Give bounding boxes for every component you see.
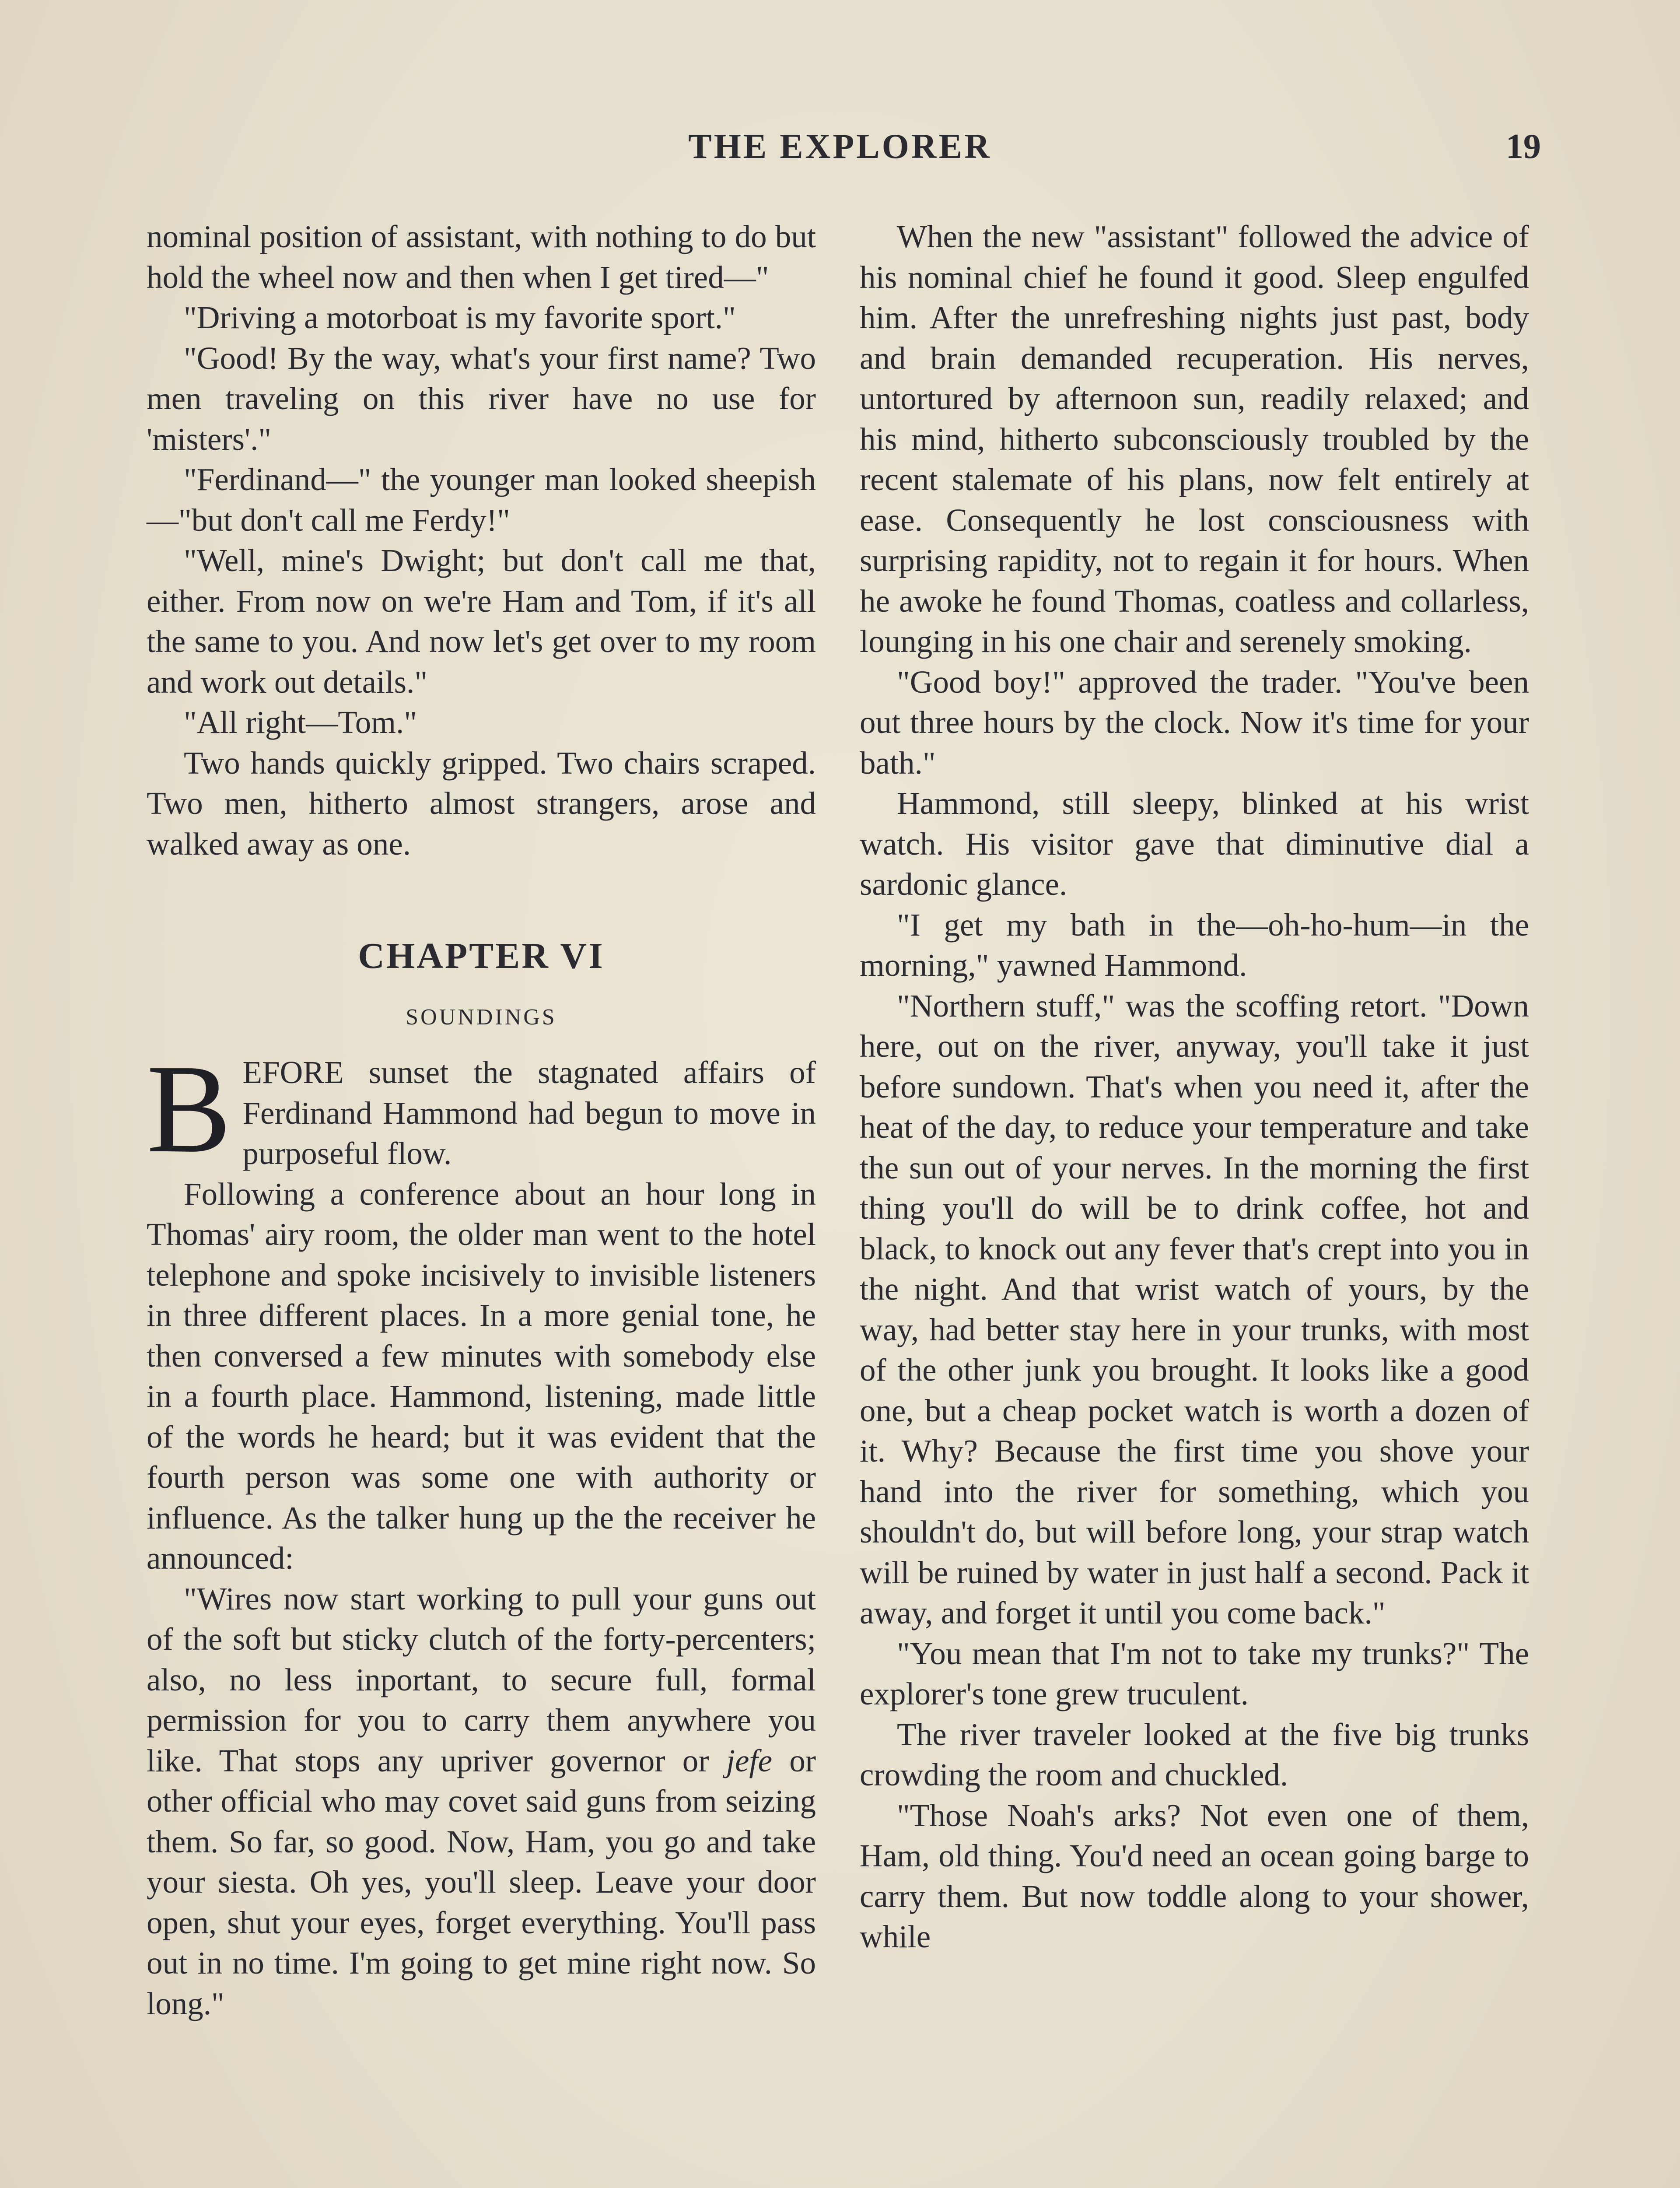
paragraph: "Northern stuff," was the scoffing retort. "Down here, out on the river, anyway, you'll take it just before sundown. That's when you need it, after the heat of the day, to reduce your temperature and take the sun out of your nerves. In the morning the first thing you'll do will be to drink coffee, hot and black, to knock out any fever that's crept into you in the night. And that wrist watch of yours, by the way, had better stay here in your trunks, with most of the other junk you brought. It looks like a good one, but a cheap pocket watch is worth a dozen of it. Why? Because the first time you shove your hand into the river for something, which you shouldn't do, but will before long, your strap watch will be ruined by water in just half a second. Pack it away, and forget it until you come back."	[860, 988, 1529, 1630]
chapter-title: CHAPTER VI	[358, 936, 605, 976]
opening-paragraph-text: EFORE sunset the stagnated affairs of Ferdinand Hammond had begun to move in purposeful flow.	[242, 1055, 816, 1171]
paragraph: Following a conference about an hour long in Thomas' airy room, the older man went to the hotel telephone and spoke incisively to invisible listeners in three different places. In a more genial tone, he then conversed a few minutes with somebody else in a fourth place. Hammond, listening, made little of the words he heard; but it was evident that the fourth person was some one with authority or influence. As the talker hung up the the receiver he announced:	[147, 1176, 816, 1576]
paragraph: "Good! By the way, what's your first name? Two men traveling on this river have no use for 'misters'."	[147, 340, 816, 457]
paragraph: When the new "assistant" followed the advice of his nominal chief he found it good. Sleep engulfed him. After the unrefreshing nights just past, body and brain demanded recuperation. His nerves, untortured by afternoon sun, readily relaxed; and his mind, hitherto subconsciously troubled by the recent stalemate of his plans, now felt entirely at ease. Consequently he lost consciousness with surprising rapidity, not to regain it for hours. When he awoke he found Thomas, coatless and collarless, lounging in his one chair and serenely smoking.	[860, 219, 1529, 659]
paragraph	[147, 1579, 816, 2024]
paragraph: "All right—Tom."	[184, 705, 417, 740]
paragraph: "Ferdinand—" the younger man looked sheepish—"but don't call me Ferdy!"	[147, 462, 816, 538]
paragraph: The river traveler looked at the five big trunks crowding the room and chuckled.	[860, 1716, 1529, 1792]
paragraph: "You mean that I'm not to take my trunks?" The explorer's tone grew truculent.	[860, 1635, 1529, 1711]
paragraph: "Good boy!" approved the trader. "You've been out three hours by the clock. Now it's time for your bath."	[860, 664, 1529, 781]
opening-paragraph	[147, 1038, 816, 1179]
paragraph: nominal position of assistant, with nothing to do but hold the wheel now and then when I get tired—"	[147, 219, 816, 295]
page-header	[0, 127, 1680, 179]
paragraph: "Those Noah's arks? Not even one of them, Ham, old thing. You'd need an ocean going barge to carry them. But now toddle along to your shower, while	[860, 1797, 1529, 1954]
running-title: THE EXPLORER	[688, 127, 992, 166]
paragraph-text: "Wires now start working to pull your guns out of the soft but sticky clutch of the forty-percenters; also, no less inportant, to secure full, formal permission for you to carry them anywhere you like. That stops any upriver governor or	[147, 1581, 816, 1778]
paragraph-text: or other official who may covet said guns from seizing them. So far, so good. Now, Ham, you go and take your siesta. Oh yes, you'll sleep. Leave your door open, shut your eyes, forget everything. You'll pass out in no time. I'm going to get mine right now. So long."	[147, 1743, 816, 2021]
page-number: 19	[1506, 127, 1541, 166]
italic-word: jefe	[726, 1743, 773, 1778]
paragraph: Hammond, still sleepy, blinked at his wrist watch. His visitor gave that diminutive dial a sardonic glance.	[860, 785, 1529, 902]
chapter-subtitle: SOUNDINGS	[406, 1005, 557, 1030]
paragraph: "I get my bath in the—oh-ho-hum—in the morning," yawned Hammond.	[860, 907, 1529, 983]
paragraph: Two hands quickly gripped. Two chairs scraped. Two men, hitherto almost strangers, arose and walked away as one.	[147, 745, 816, 862]
paragraph: "Driving a motorboat is my favorite sport."	[184, 300, 736, 335]
right-column	[860, 217, 1529, 1957]
left-column	[147, 217, 816, 2024]
paragraph: "Well, mine's Dwight; but don't call me that, either. From now on we're Ham and Tom, if it's all the same to you. And now let's get over to my room and work out details."	[147, 543, 816, 700]
drop-cap: B	[147, 1038, 231, 1179]
